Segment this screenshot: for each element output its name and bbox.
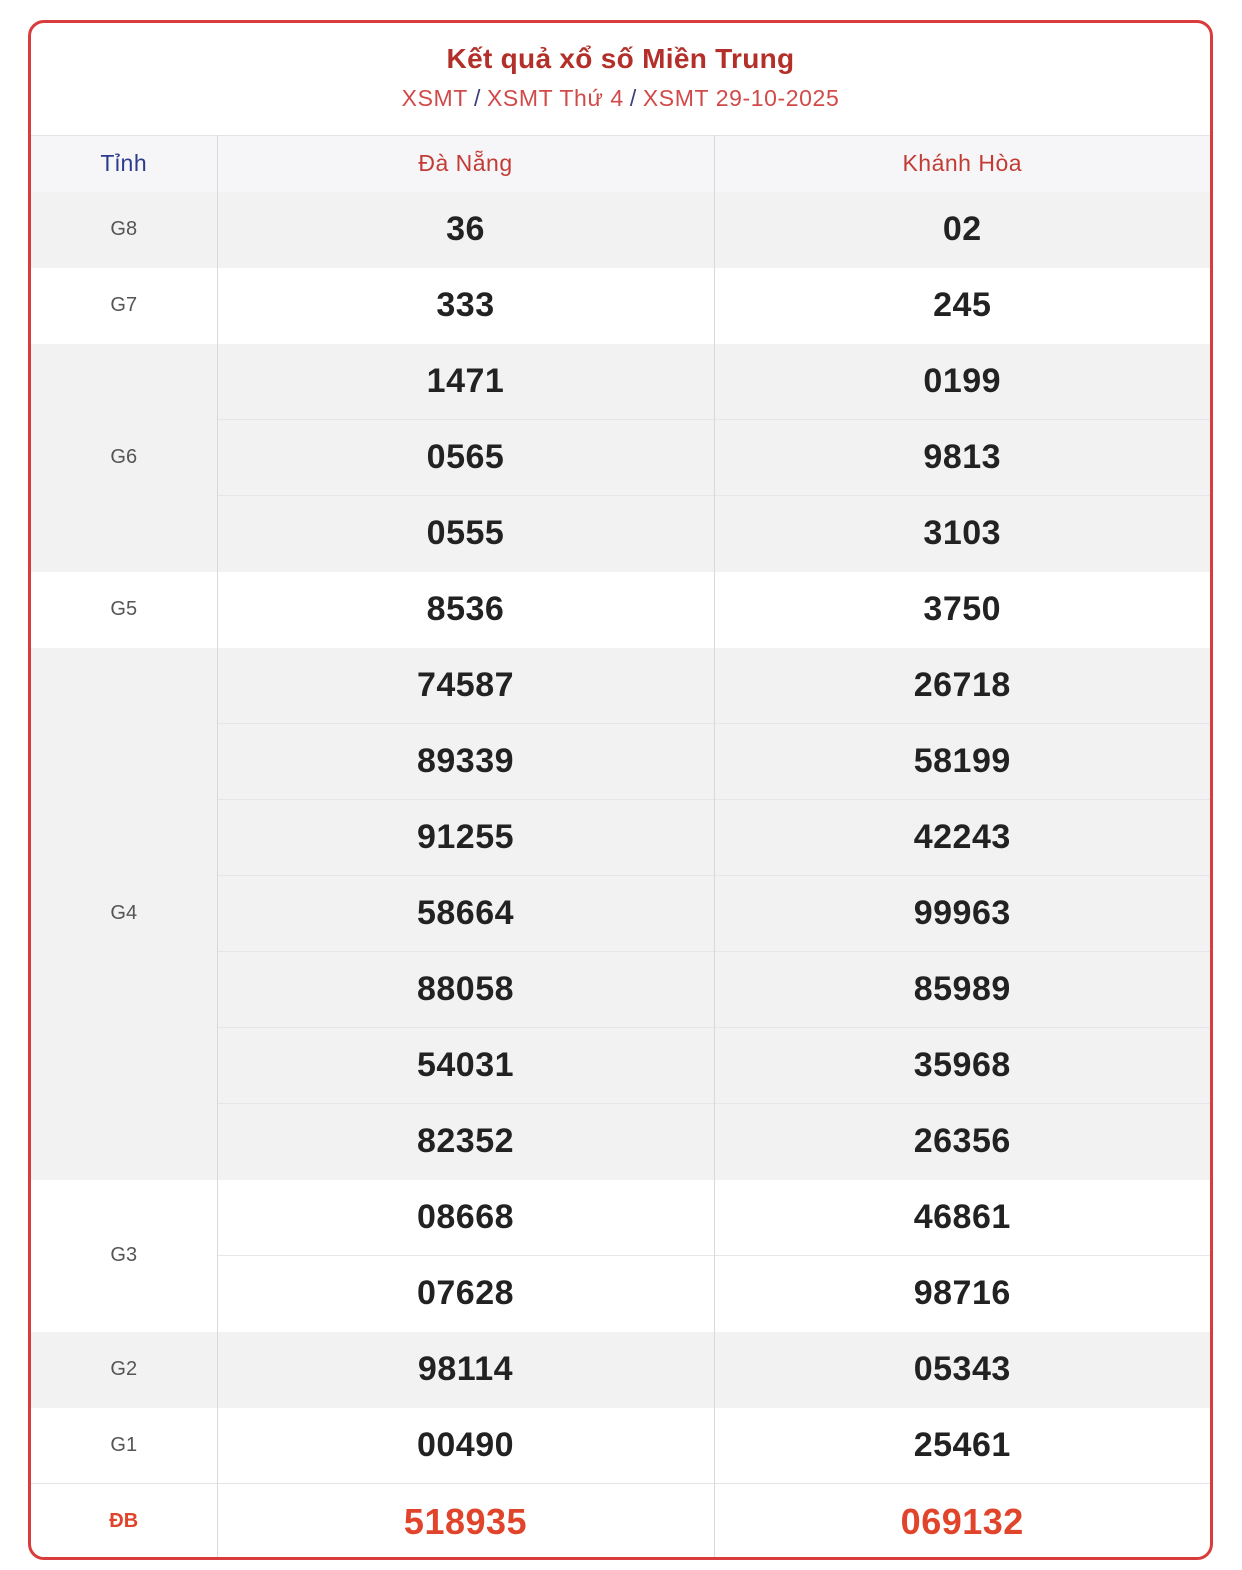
prize-label: G8 <box>31 192 217 268</box>
result-number: 00490 <box>217 1408 714 1484</box>
result-number: 82352 <box>217 1104 714 1180</box>
prize-label: G5 <box>31 572 217 648</box>
result-number: 0565 <box>217 420 714 496</box>
result-number: 8536 <box>217 572 714 648</box>
result-number: 89339 <box>217 724 714 800</box>
result-number: 07628 <box>217 1256 714 1332</box>
result-number: 88058 <box>217 952 714 1028</box>
table-row-g8 <box>31 192 1210 268</box>
result-number: 42243 <box>714 800 1210 876</box>
breadcrumb-link-xsmt-date[interactable]: XSMT 29-10-2025 <box>642 85 840 111</box>
result-number: 98716 <box>714 1256 1210 1332</box>
results-table <box>31 135 1210 1560</box>
result-number: 26718 <box>714 648 1210 724</box>
result-number: 9813 <box>714 420 1210 496</box>
prize-label: G6 <box>31 344 217 572</box>
table-header-row <box>31 136 1210 192</box>
result-number: 3750 <box>923 590 1002 628</box>
results-header <box>31 23 1210 135</box>
special-prize-label: ĐB <box>31 1484 217 1560</box>
table-row-special-prize <box>31 1484 1210 1560</box>
province-header-da-nang[interactable]: Đà Nẵng <box>217 136 714 192</box>
result-number: 35968 <box>714 1028 1210 1104</box>
table-row-g1 <box>31 1408 1210 1484</box>
page-title: Kết quả xổ số Miền Trung <box>446 43 795 74</box>
result-number: 3103 <box>714 496 1210 572</box>
result-number: 36 <box>217 192 714 268</box>
result-number: 74587 <box>217 648 714 724</box>
result-number: 0555 <box>217 496 714 572</box>
breadcrumb-link-xsmt-thu-4[interactable]: XSMT Thứ 4 <box>486 85 624 111</box>
result-number: 85989 <box>714 952 1210 1028</box>
result-number: 91255 <box>217 800 714 876</box>
prize-label: G4 <box>31 648 217 1180</box>
result-number: 0199 <box>714 344 1210 420</box>
prize-label: G3 <box>31 1180 217 1332</box>
breadcrumb-link-xsmt[interactable]: XSMT <box>401 85 468 111</box>
table-row-g6 <box>31 344 1210 420</box>
prize-column-header: Tỉnh <box>31 136 217 192</box>
table-row-g4 <box>31 648 1210 724</box>
prize-label: G1 <box>31 1408 217 1484</box>
special-prize-number: 518935 <box>217 1484 714 1560</box>
result-number: 08668 <box>217 1180 714 1256</box>
table-row-g7 <box>31 268 1210 344</box>
breadcrumb-separator: / <box>473 85 481 111</box>
table-row-g3 <box>31 1180 1210 1256</box>
result-number: 46861 <box>913 1197 1011 1236</box>
prize-label: G2 <box>31 1332 217 1408</box>
result-number: 02 <box>714 192 1210 268</box>
result-number: 1471 <box>217 344 714 420</box>
result-number: 26356 <box>714 1104 1210 1180</box>
result-number: 58664 <box>217 876 714 952</box>
result-number: 99963 <box>714 876 1210 952</box>
prize-label: G7 <box>31 268 217 344</box>
result-number: 58199 <box>714 724 1210 800</box>
results-card <box>28 20 1213 1560</box>
province-header-khanh-hoa[interactable]: Khánh Hòa <box>714 136 1210 192</box>
table-row-g5 <box>31 572 1210 648</box>
breadcrumb-separator: / <box>629 85 637 111</box>
result-number: 98114 <box>217 1332 714 1408</box>
result-number: 05343 <box>714 1332 1210 1408</box>
result-number: 25461 <box>913 1425 1011 1464</box>
result-number: 245 <box>933 286 992 324</box>
table-row-g2 <box>31 1332 1210 1408</box>
breadcrumb <box>31 85 1210 112</box>
special-prize-number: 069132 <box>714 1484 1210 1560</box>
result-number: 54031 <box>217 1028 714 1104</box>
result-number: 333 <box>217 268 714 344</box>
